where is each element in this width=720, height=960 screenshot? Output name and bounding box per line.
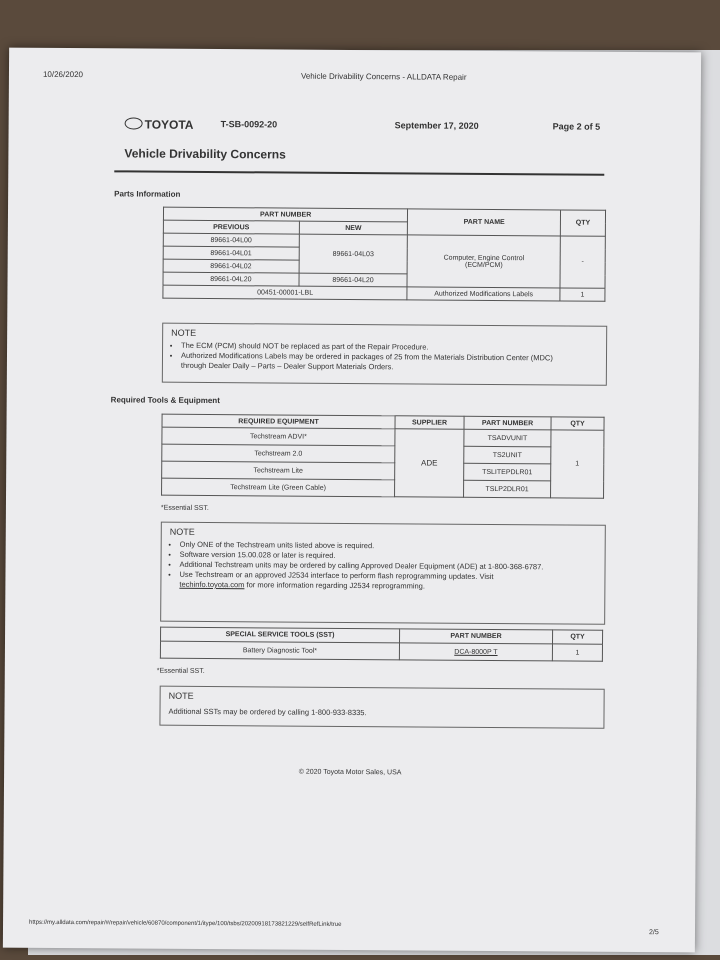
techinfo-link[interactable]: techinfo.toyota.com [179, 579, 245, 590]
note-box [159, 686, 604, 729]
equipment-qty: 1 [551, 430, 604, 498]
note-text: Use Techstream or an approved J2534 interface to perform flash reprogramming updates. Visit [179, 569, 494, 581]
document-page [3, 48, 701, 953]
equipment-header: REQUIRED EQUIPMENT [162, 414, 395, 429]
qty-header: QTY [560, 210, 605, 236]
previous-part: 89661-04L00 [163, 233, 299, 247]
equipment-part: TS2UNIT [464, 446, 551, 464]
copyright: © 2020 Toyota Motor Sales, USA [298, 768, 402, 777]
sst-table [160, 627, 603, 662]
note-title: NOTE [171, 327, 197, 338]
essential-footnote: *Essential SST. [156, 667, 205, 675]
part-number-header: PART NUMBER [163, 207, 407, 222]
previous-part: 89661-04L02 [163, 259, 299, 273]
essential-footnote: *Essential SST. [160, 504, 209, 513]
equipment-part: TSLITEPDLR01 [464, 463, 551, 481]
new-part: 89661-04L20 [299, 273, 408, 287]
new-header: NEW [299, 221, 408, 235]
note-item [179, 570, 544, 593]
tools-table [161, 414, 605, 499]
equipment-part: TSLP2DLR01 [464, 480, 551, 498]
note-item: • Software version 15.00.028 or later is required. [180, 550, 545, 563]
note-item: • Authorized Modifications Labels may be ordered in packages of 25 from the Materials Distribution Center (MDC) through Dealer Daily – Parts – Dealer Support Materials Orders. [181, 351, 606, 374]
equipment-name: Techstream ADVI* [162, 427, 395, 446]
toyota-emblem-icon [125, 117, 143, 129]
equipment-name: Techstream Lite [162, 461, 395, 480]
part-name-ecm: Computer, Engine Control (ECM/PCM) [407, 235, 560, 288]
sst-part-number: DCA-8000P T [399, 643, 552, 661]
tools-section-title: Required Tools & Equipment [110, 395, 220, 406]
qty-header: QTY [551, 417, 604, 430]
note-item: • Only ONE of the Techstream units listed above is required. [180, 540, 545, 553]
equipment-name: Techstream Lite (Green Cable) [162, 478, 395, 497]
sst-qty: 1 [552, 644, 602, 661]
qty-header: QTY [553, 630, 603, 644]
parts-table [162, 207, 606, 302]
supplier-value: ADE [395, 429, 464, 497]
footer-page: 2/5 [648, 929, 659, 937]
sst-header: SPECIAL SERVICE TOOLS (SST) [161, 627, 400, 643]
note-title: NOTE [168, 690, 194, 701]
sst-tool-name: Battery Diagnostic Tool* [160, 641, 399, 660]
note-item: • The ECM (PCM) should NOT be replaced as part of the Repair Procedure. [181, 341, 606, 354]
print-date: 10/26/2020 [42, 69, 84, 80]
part-name-header: PART NAME [408, 209, 561, 236]
equipment-name: Techstream 2.0 [162, 444, 395, 463]
part-number-header: PART NUMBER [464, 416, 551, 430]
page-number: Page 2 of 5 [552, 121, 601, 132]
label-part-number: 00451-00001-LBL [163, 285, 407, 300]
previous-part: 89661-04L20 [163, 272, 299, 286]
supplier-header: SUPPLIER [395, 416, 464, 429]
note-text: for more information regarding J2534 reprogramming. [244, 580, 425, 591]
bulletin-number: T-SB-0092-20 [220, 119, 278, 130]
print-title: Vehicle Drivability Concerns - ALLDATA Repair [300, 71, 467, 82]
toyota-logo [125, 117, 194, 131]
bulletin-date: September 17, 2020 [394, 120, 479, 131]
label-qty: 1 [560, 288, 605, 301]
equipment-part: TSADVUNIT [464, 429, 551, 447]
parts-section-title: Parts Information [114, 189, 181, 199]
doc-title: Vehicle Drivability Concerns [124, 146, 286, 162]
previous-part: 89661-04L01 [163, 246, 299, 260]
title-rule [114, 170, 604, 175]
part-number-header: PART NUMBER [400, 629, 553, 644]
brand-name: TOYOTA [144, 117, 194, 132]
note-text: Additional SSTs may be ordered by calling 1-800-933-8335. [168, 706, 367, 718]
note-item: • Additional Techstream units may be ordered by calling Approved Dealer Equipment (ADE) at 1-800-368-6787. [180, 560, 545, 573]
label-part-name: Authorized Modifications Labels [407, 287, 560, 301]
footer-url: https://my.alldata.com/repair/#/repair/vehicle/60870/component/1/itype/100/tsbs/2020091817382122​9/selfRefLink/true [29, 919, 342, 928]
note-title: NOTE [169, 526, 195, 537]
previous-header: PREVIOUS [163, 220, 299, 234]
note-box [162, 323, 607, 386]
new-part: 89661-04L03 [299, 234, 408, 274]
note-box [160, 522, 606, 625]
part-qty-ecm: - [560, 236, 605, 288]
